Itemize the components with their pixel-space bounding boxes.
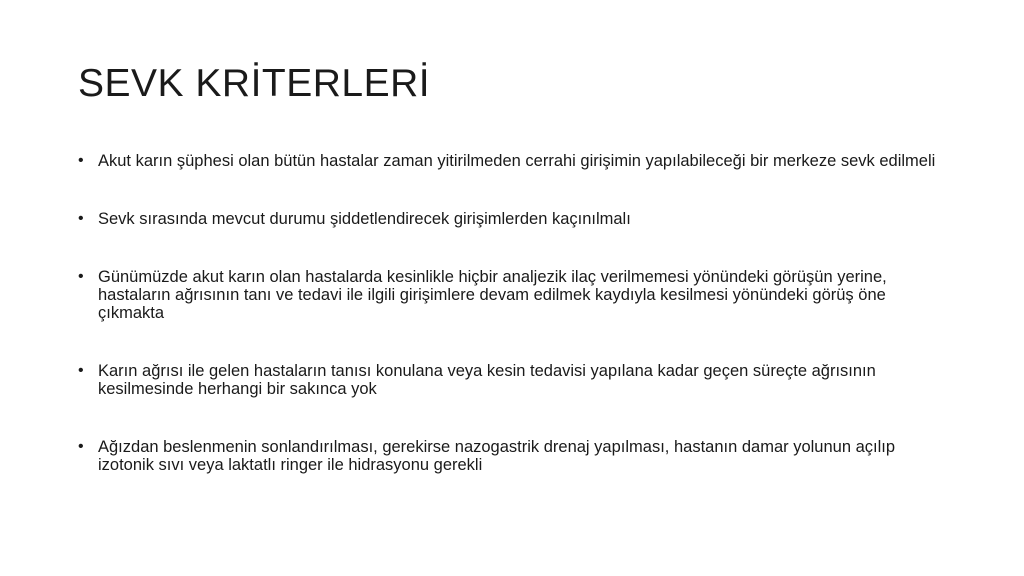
bullet-text: Sevk sırasında mevcut durumu şiddetlendirecek girişimlerden kaçınılmalı [98, 210, 631, 228]
slide-title: SEVK KRİTERLERİ [78, 62, 431, 105]
bullet-icon: • [78, 438, 84, 455]
bullet-item [78, 438, 938, 474]
bullet-item [78, 268, 938, 322]
bullet-icon: • [78, 268, 84, 285]
bullet-text: Günümüzde akut karın olan hastalarda kesinlikle hiçbir analjezik ilaç verilmemesi yönündeki görüşün yerine, hastaların ağrısının tanı ve tedavi ile ilgili girişimlere devam edilmek kaydıyla kesilmesi yönündeki görüş öne çıkmakta [98, 268, 887, 322]
bullet-text: Ağızdan beslenmenin sonlandırılması, gerekirse nazogastrik drenaj yapılması, hastanın damar yolunun açılıp izotonik sıvı veya laktatlı ringer ile hidrasyonu gerekli [98, 438, 896, 474]
bullet-list [78, 152, 938, 474]
bullet-icon: • [78, 210, 84, 227]
bullet-icon: • [78, 362, 84, 379]
bullet-item [78, 210, 938, 228]
bullet-icon: • [78, 152, 84, 169]
bullet-item [78, 362, 938, 398]
bullet-item [78, 152, 938, 170]
bullet-text: Karın ağrısı ile gelen hastaların tanısı konulana veya kesin tedavisi yapılana kadar geçen süreçte ağrısının kesilmesinde herhangi bir sakınca yok [98, 362, 876, 398]
bullet-text: Akut karın şüphesi olan bütün hastalar zaman yitirilmeden cerrahi girişimin yapılabileceği bir merkeze sevk edilmeli [98, 152, 936, 170]
